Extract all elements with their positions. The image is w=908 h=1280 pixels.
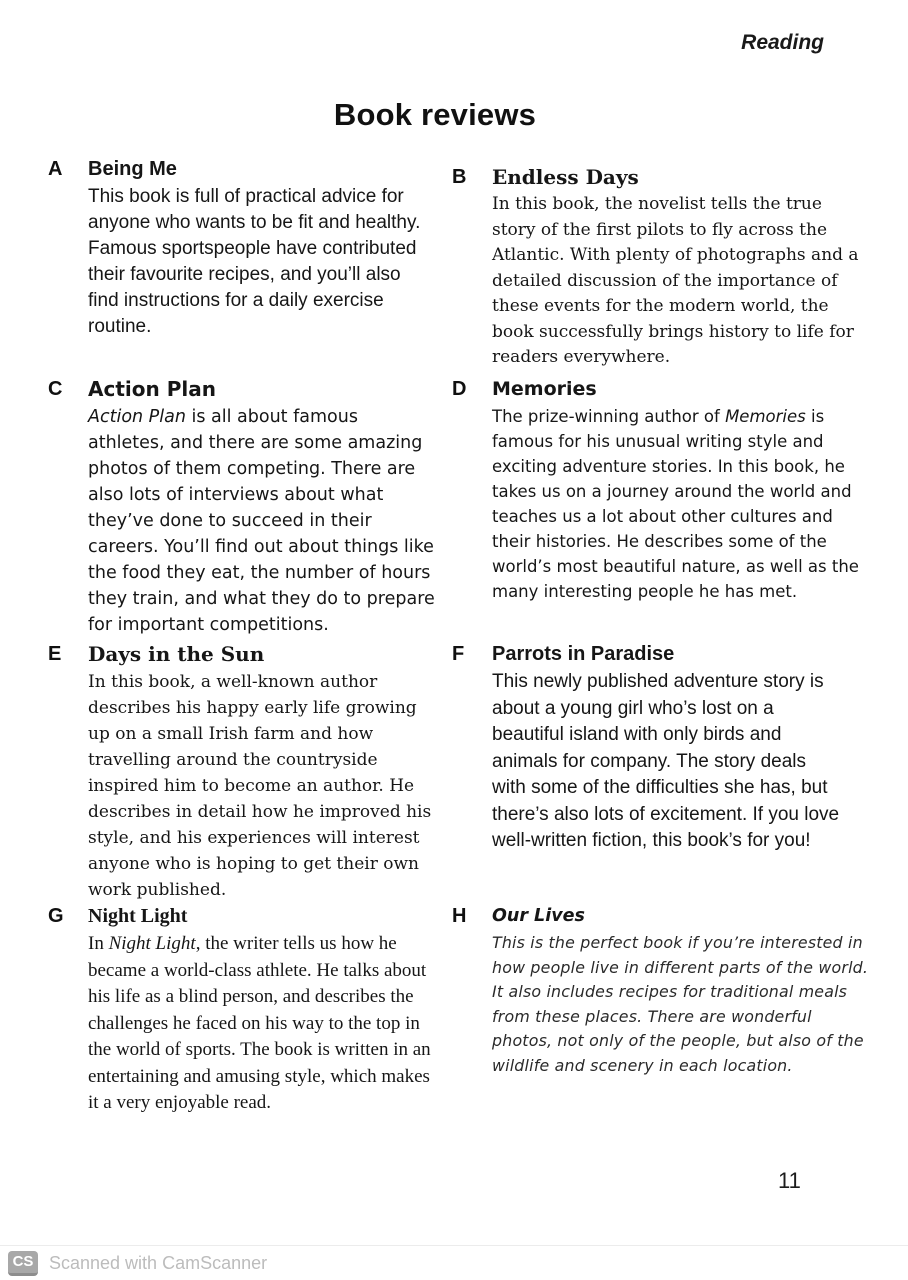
body-text-segment: In this book, a well-known author describes his happy early life growing up on a small Irish farm and how travelling around the countryside inspired him to become an author. He describes in detail how he improved his style, and his experiences will interest anyone who is hoping to get their own work published.	[88, 672, 432, 900]
review-b-body	[492, 192, 864, 371]
review-f	[452, 641, 874, 903]
review-g-title: Night Light	[88, 905, 188, 927]
review-a-content	[88, 156, 442, 340]
review-h-title: Our Lives	[492, 906, 585, 926]
review-c-title: Action Plan	[88, 377, 216, 401]
review-h-content	[492, 903, 874, 1078]
body-text-segment: This is the perfect book if you’re interested in how people live in different parts of the world. It also includes recipes for traditional meals from these places. There are wonderful photos, not only of the people, but also of the wildlife and scenery in each location.	[492, 933, 869, 1075]
body-text-segment: This book is full of practical advice for anyone who wants to be fit and healthy. Famous sportspeople have contributed their favourite recipes, and you’ll also find instructions for a daily exercise routine.	[88, 186, 421, 337]
page-title: Book reviews	[333, 97, 537, 132]
review-a-body	[88, 184, 436, 340]
review-d-letter: D	[452, 378, 467, 400]
review-b-title: Endless Days	[492, 165, 639, 189]
body-text-segment-italic: Memories	[725, 407, 806, 426]
review-c-content	[88, 376, 442, 638]
running-head: Reading	[741, 31, 824, 54]
review-h-letter: H	[452, 905, 467, 927]
review-g-content	[88, 903, 442, 1117]
review-d-title: Memories	[492, 378, 597, 400]
review-e-content	[88, 641, 442, 903]
review-f-content	[492, 641, 874, 855]
body-text-segment-italic: Action Plan	[88, 407, 186, 427]
page-number: 11	[778, 1168, 801, 1193]
review-c-letter: C	[48, 378, 63, 400]
body-text-segment: This newly published adventure story is about a young girl who’s lost on a beautiful island with only birds and animals for company. The story deals with some of the difficulties she has, but there’s also lots of excitement. If you love well-written fiction, this book’s for you!	[492, 671, 840, 851]
review-f-body	[492, 669, 844, 855]
body-text-segment: is all about famous athletes, and there are some amazing photos of them competing. There are also lots of interviews about what they’ve done to succeed in their careers. You’ll find out about things like the food they eat, the number of hours they train, and what they do to prepare for important competitions.	[88, 407, 435, 635]
review-f-letter: F	[452, 643, 465, 665]
review-e-letter: E	[48, 643, 62, 665]
book-reviews-grid	[48, 156, 874, 1117]
review-d-content	[492, 376, 874, 604]
camscanner-footer	[0, 1245, 908, 1280]
body-text-segment: , the writer tells us how he became a world-class athlete. He talks about his life as a blind person, and describes the challenges he faced on his way to the top in the world of sports. The book is written in an entertaining and amusing style, which makes it a very enjoyable read.	[88, 933, 431, 1113]
review-b	[452, 156, 874, 376]
review-e	[48, 641, 442, 903]
review-b-letter: B	[452, 166, 467, 188]
review-e-title: Days in the Sun	[88, 642, 265, 666]
review-f-title: Parrots in Paradise	[492, 643, 675, 665]
review-a-title: Being Me	[88, 158, 177, 180]
review-a-letter: A	[48, 158, 63, 180]
review-g	[48, 903, 442, 1117]
body-text-segment: In	[88, 933, 109, 954]
review-a	[48, 156, 442, 376]
camscanner-logo-icon: CS	[8, 1251, 38, 1276]
camscanner-footer-text: Scanned with CamScanner	[49, 1252, 268, 1273]
review-d-body	[492, 404, 864, 604]
review-e-body	[88, 669, 442, 903]
body-text-segment-italic: Night Light	[108, 933, 196, 954]
body-text-segment: The prize-winning author of	[492, 407, 726, 426]
body-text-segment: is famous for his unusual writing style and exciting adventure stories. In this book, he takes us on a journey around the world and teaches us a lot about other cultures and their histories. He describes some of the world’s most beautiful nature, as well as the many interesting people he has met.	[492, 407, 859, 601]
review-d	[452, 376, 874, 641]
review-b-content	[492, 164, 874, 371]
review-h	[452, 903, 874, 1117]
review-g-letter: G	[48, 905, 64, 927]
review-c	[48, 376, 442, 641]
review-c-body	[88, 404, 440, 638]
body-text-segment: In this book, the novelist tells the true story of the first pilots to fly across the Atlantic. With plenty of photographs and a detailed discussion of the importance of these events for the modern world, the book successfully brings history to life for readers everywhere.	[492, 194, 859, 367]
review-g-body	[88, 931, 442, 1117]
review-h-body	[492, 931, 874, 1078]
